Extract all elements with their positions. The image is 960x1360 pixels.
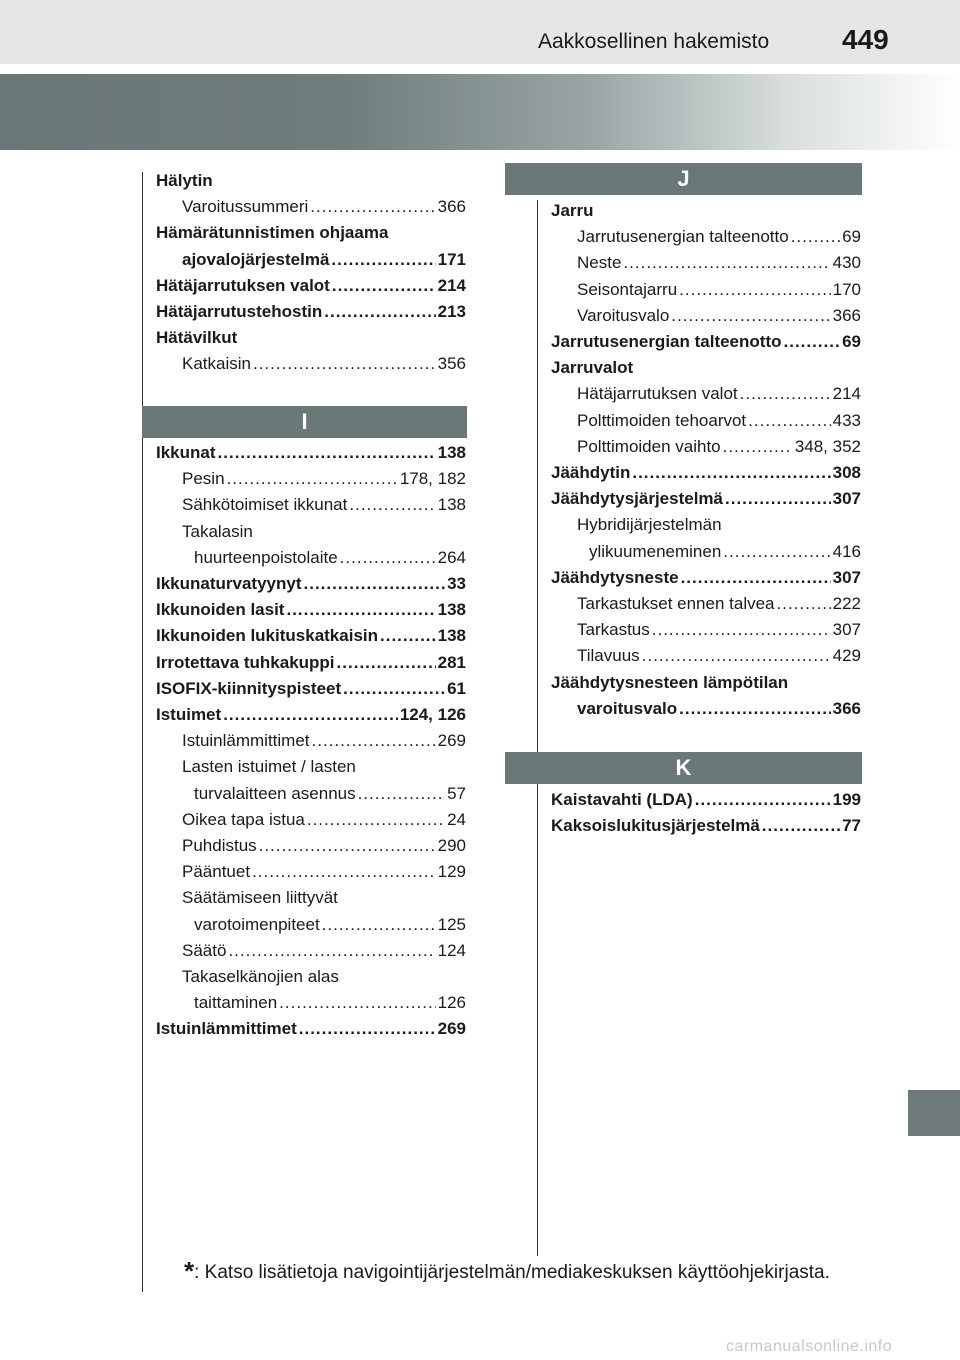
index-entry: [156, 351, 466, 377]
index-entry: [551, 460, 861, 486]
header-bar: [0, 0, 960, 64]
entry-page-ref: 429: [832, 646, 861, 666]
page-number: 449: [842, 24, 889, 55]
entry-term: Jarrutusenergian talteenotto: [551, 332, 782, 352]
entry-term: Varoitussummeri: [182, 197, 309, 217]
index-heading: Lasten istuimet / lasten: [182, 757, 356, 777]
index-entry: [156, 833, 466, 859]
dot-leader: [740, 381, 831, 407]
dot-leader: [322, 912, 436, 938]
entry-term: Pesin: [182, 469, 225, 489]
index-entry: [551, 617, 861, 643]
chapter-tab: [908, 1090, 960, 1136]
index-heading: Hätävilkut: [156, 328, 238, 348]
entry-term: Hätäjarrutustehostin: [156, 302, 323, 322]
dot-leader: [343, 676, 445, 702]
index-entry: [156, 571, 466, 597]
dot-leader: [223, 702, 398, 728]
entry-term: ylikuumeneminen: [589, 541, 722, 561]
entry-term: Neste: [577, 253, 622, 273]
entry-term: Ikkunoiden lukituskatkaisin: [156, 626, 379, 646]
dot-leader: [324, 299, 435, 325]
entry-term: Ikkunat: [156, 443, 216, 462]
index-heading: Säätämiseen liittyvät: [182, 888, 338, 908]
dot-leader: [642, 643, 831, 669]
entry-page-ref: 308: [832, 463, 861, 483]
entry-page-ref: 269: [437, 1019, 466, 1039]
column-divider: [537, 200, 538, 1256]
entry-page-ref: 307: [832, 489, 861, 509]
index-heading: Takalasin: [182, 521, 253, 541]
entry-page-ref: 214: [832, 384, 861, 404]
entry-page-ref: 138: [437, 495, 466, 515]
entry-page-ref: 170: [832, 279, 861, 299]
index-entry: [156, 859, 466, 885]
index-heading: Hälytin: [156, 171, 213, 190]
entry-page-ref: 24: [447, 809, 466, 829]
decorative-gradient-band: [0, 74, 960, 150]
dot-leader: [337, 650, 436, 676]
entry-page-ref: 281: [437, 652, 466, 672]
index-entry: [551, 787, 861, 813]
entry-page-ref: 129: [437, 862, 466, 882]
index-heading: Jarruvalot: [551, 358, 634, 378]
index-heading: Takaselkänojien alas: [182, 967, 339, 987]
entry-term: varotoimenpiteet: [194, 914, 320, 934]
index-entry: [551, 277, 861, 303]
index-column-right-k: [551, 787, 861, 839]
index-entry: [551, 591, 861, 617]
left-margin-rule: [142, 172, 143, 1292]
entry-term: Istuinlämmittimet: [182, 731, 310, 751]
dot-leader: [340, 545, 436, 571]
index-entry: [156, 1016, 466, 1042]
entry-page-ref: 307: [832, 620, 861, 640]
entry-term: Ikkunaturvatyynyt: [156, 574, 302, 594]
dot-leader: [358, 781, 445, 807]
entry-term: ISOFIX-kiinnityspisteet: [156, 678, 342, 698]
entry-term: Säätö: [182, 940, 227, 960]
index-entry: [551, 224, 861, 250]
entry-term: Jäähdytysjärjestelmä: [551, 489, 723, 509]
index-heading: Hämärätunnistimen ohjaama: [156, 223, 389, 243]
dot-leader: [777, 591, 831, 617]
index-entry: [551, 539, 861, 565]
entry-page-ref: 199: [832, 790, 861, 809]
letter-heading-i: I: [142, 406, 467, 438]
entry-page-ref: 69: [842, 227, 861, 247]
index-entry: [156, 492, 466, 518]
index-entry: [551, 643, 861, 669]
entry-term: Polttimoiden tehoarvot: [577, 410, 747, 430]
dot-leader: [252, 859, 436, 885]
watermark: carmanualsonline.info: [726, 1338, 893, 1355]
entry-page-ref: 356: [437, 354, 466, 374]
index-entry: [156, 702, 466, 728]
entry-term: Istuinlämmittimet: [156, 1019, 297, 1039]
entry-page-ref: 366: [437, 197, 466, 217]
entry-term: Hätäjarrutuksen valot: [577, 384, 738, 404]
entry-page-ref: 138: [437, 600, 466, 620]
entry-page-ref: 124, 126: [399, 705, 466, 725]
index-entry: [551, 408, 861, 434]
dot-leader: [725, 486, 831, 512]
entry-term: Jäähdytysneste: [551, 567, 679, 587]
dot-leader: [652, 617, 831, 643]
dot-leader: [695, 787, 831, 813]
entry-term: Varoitusvalo: [577, 305, 670, 325]
entry-term: Irrotettava tuhkakuppi: [156, 652, 335, 672]
entry-page-ref: 269: [437, 731, 466, 751]
dot-leader: [679, 277, 830, 303]
entry-term: Ikkunoiden lasit: [156, 600, 285, 620]
entry-term: ajovalojärjestelmä: [182, 249, 330, 269]
entry-page-ref: 171: [437, 249, 466, 269]
index-column-left-i: [156, 440, 466, 1043]
dot-leader: [299, 1016, 436, 1042]
entry-term: Puhdistus: [182, 836, 257, 856]
entry-page-ref: 138: [437, 443, 466, 462]
entry-page-ref: 126: [437, 993, 466, 1013]
index-entry: [156, 781, 466, 807]
entry-page-ref: 307: [832, 567, 861, 587]
letter-heading-j: J: [505, 163, 862, 195]
entry-page-ref: 57: [447, 783, 466, 803]
entry-page-ref: 433: [832, 410, 861, 430]
index-entry: [156, 676, 466, 702]
entry-term: Oikea tapa istua: [182, 809, 305, 829]
entry-page-ref: 213: [437, 302, 466, 322]
index-entry: [551, 381, 861, 407]
entry-term: Seisontajarru: [577, 279, 678, 299]
entry-term: turvalaitteen asennus: [194, 783, 356, 803]
index-entry: [156, 807, 466, 833]
dot-leader: [623, 250, 830, 276]
dot-leader: [228, 938, 435, 964]
index-entry: [551, 303, 861, 329]
dot-leader: [332, 273, 436, 299]
dot-leader: [227, 466, 398, 492]
entry-page-ref: 77: [842, 816, 861, 836]
entry-term: Jarrutusenergian talteenotto: [577, 227, 789, 247]
entry-term: varoitusvalo: [577, 698, 678, 718]
letter-heading-k: K: [505, 752, 862, 784]
index-entry: [156, 545, 466, 571]
index-column-right-j: [551, 198, 861, 722]
section-title: Aakkosellinen hakemisto: [538, 30, 770, 53]
dot-leader: [259, 833, 436, 859]
dot-leader: [310, 194, 435, 220]
dot-leader: [791, 224, 840, 250]
index-heading: Hybridijärjestelmän: [577, 515, 722, 535]
dot-leader: [748, 408, 830, 434]
dot-leader: [218, 440, 436, 466]
index-entry: [156, 273, 466, 299]
index-entry: [551, 565, 861, 591]
index-entry: [156, 728, 466, 754]
entry-page-ref: 348, 352: [794, 436, 861, 456]
index-heading: Jarru: [551, 201, 594, 220]
entry-term: Hätäjarrutuksen valot: [156, 275, 330, 295]
dot-leader: [681, 565, 831, 591]
index-entry: [551, 486, 861, 512]
entry-term: huurteenpoistolaite: [194, 547, 338, 567]
index-entry: [156, 623, 466, 649]
entry-term: Katkaisin: [182, 354, 251, 374]
index-entry: [156, 247, 466, 273]
dot-leader: [307, 807, 445, 833]
entry-term: Kaistavahti (LDA): [551, 790, 693, 809]
entry-page-ref: 290: [437, 836, 466, 856]
entry-page-ref: 69: [842, 332, 861, 352]
entry-page-ref: 138: [437, 626, 466, 646]
index-entry: [551, 696, 861, 722]
entry-page-ref: 416: [832, 541, 861, 561]
entry-page-ref: 222: [832, 594, 861, 614]
index-entry: [156, 597, 466, 623]
entry-page-ref: 125: [437, 914, 466, 934]
index-entry: [551, 434, 861, 460]
footnote: [184, 1256, 830, 1287]
dot-leader: [784, 329, 841, 355]
entry-term: Pääntuet: [182, 862, 251, 882]
index-entry: [156, 938, 466, 964]
index-entry: [156, 466, 466, 492]
index-entry: [156, 440, 466, 466]
entry-term: Polttimoiden vaihto: [577, 436, 721, 456]
footnote-text: : Katso lisätietoja navigointijärjestelmän/mediakeskuksen käyttöohjekirjasta.: [194, 1262, 830, 1283]
entry-page-ref: 430: [832, 253, 861, 273]
entry-page-ref: 124: [437, 940, 466, 960]
footnote-marker: *: [184, 1256, 195, 1286]
index-entry: [156, 912, 466, 938]
dot-leader: [762, 813, 840, 839]
entry-page-ref: 264: [437, 547, 466, 567]
entry-term: Sähkötoimiset ikkunat: [182, 495, 348, 515]
entry-page-ref: 214: [437, 275, 466, 295]
entry-term: Kaksoislukitusjärjestelmä: [551, 816, 760, 836]
dot-leader: [253, 351, 436, 377]
index-column-left-h: [156, 168, 466, 378]
dot-leader: [349, 492, 435, 518]
index-entry: [551, 813, 861, 839]
index-entry: [551, 250, 861, 276]
dot-leader: [331, 247, 435, 273]
dot-leader: [380, 623, 436, 649]
entry-page-ref: 61: [447, 678, 466, 698]
index-entry: [156, 299, 466, 325]
dot-leader: [723, 539, 830, 565]
entry-page-ref: 366: [832, 698, 861, 718]
index-entry: [156, 194, 466, 220]
dot-leader: [671, 303, 830, 329]
dot-leader: [632, 460, 830, 486]
entry-term: Tilavuus: [577, 646, 640, 666]
index-entry: [156, 650, 466, 676]
entry-page-ref: 178, 182: [399, 469, 466, 489]
dot-leader: [286, 597, 435, 623]
index-entry: [156, 990, 466, 1016]
left-margin-rule-lower: [142, 1256, 143, 1292]
dot-leader: [312, 728, 436, 754]
dot-leader: [679, 696, 830, 722]
entry-term: Jäähdytin: [551, 463, 631, 483]
entry-term: taittaminen: [194, 993, 278, 1013]
entry-term: Istuimet: [156, 705, 222, 725]
dot-leader: [723, 434, 793, 460]
index-heading: Jäähdytysnesteen lämpötilan: [551, 672, 789, 692]
entry-term: Tarkastukset ennen talvea: [577, 594, 775, 614]
entry-page-ref: 366: [832, 305, 861, 325]
index-entry: [551, 329, 861, 355]
dot-leader: [304, 571, 446, 597]
dot-leader: [279, 990, 435, 1016]
entry-page-ref: 33: [447, 574, 466, 594]
entry-term: Tarkastus: [577, 620, 650, 640]
